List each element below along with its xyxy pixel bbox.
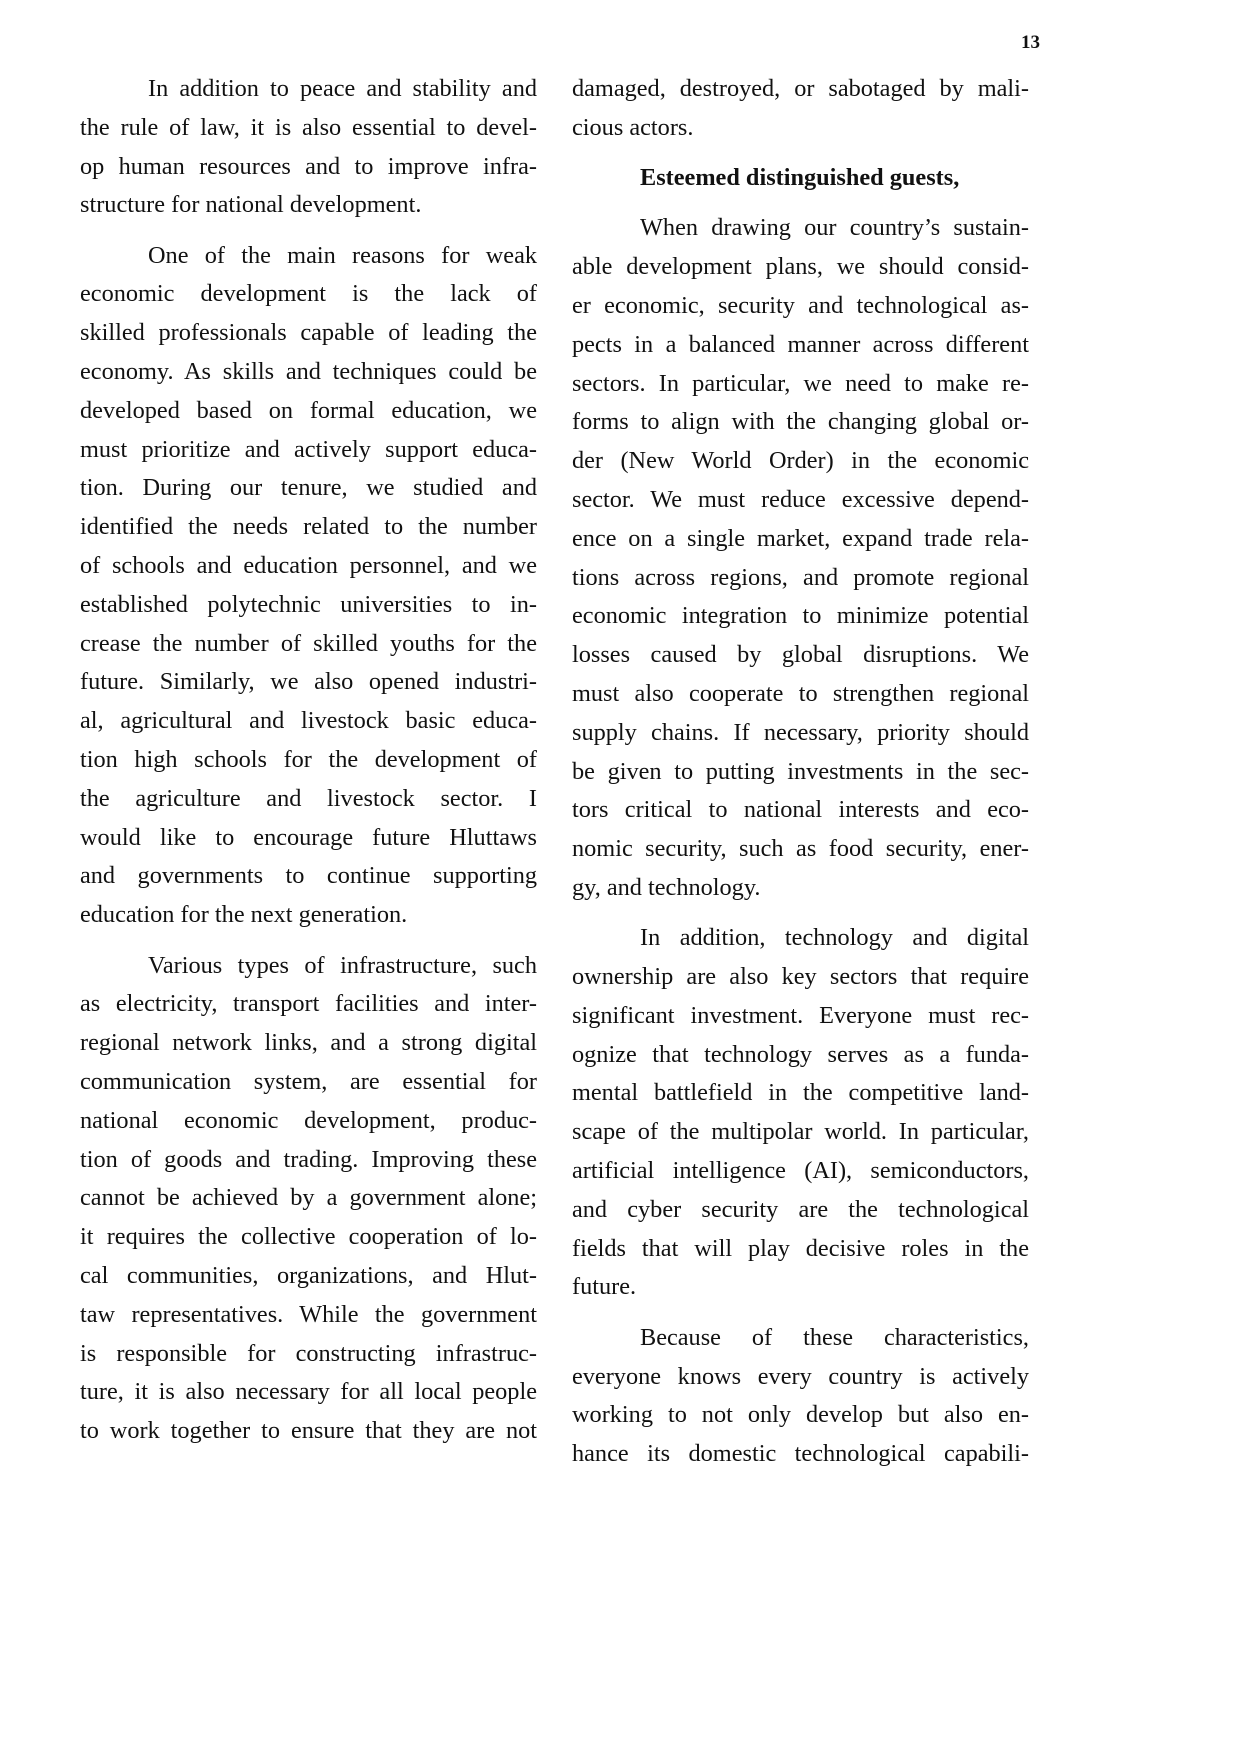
paragraph (80, 237, 537, 935)
text-line: When drawing our country’s sustain- (640, 214, 1029, 242)
text-line: er economic, security and technological as- (572, 291, 1029, 319)
text-line: tion high schools for the development of (80, 746, 537, 774)
text-line: One of the main reasons for weak (148, 241, 537, 269)
text-line: ownership are also key sectors that require (572, 963, 1029, 991)
text-line: Various types of infrastructure, such (148, 951, 537, 979)
text-line: tion of goods and trading. Improving these (80, 1145, 537, 1173)
text-line: taw representatives. While the government (80, 1300, 537, 1328)
text-line: working to not only develop but also en- (572, 1401, 1029, 1429)
text-line: is responsible for constructing infrastruc- (80, 1339, 537, 1367)
text-line: communication system, are essential for (80, 1067, 537, 1095)
text-line: future. Similarly, we also opened industri- (80, 668, 537, 696)
text-line: hance its domestic technological capabili- (572, 1440, 1029, 1468)
text-line: national economic development, produc- (80, 1106, 537, 1134)
text-line: future. (572, 1273, 637, 1301)
text-line: cious actors. (572, 113, 694, 141)
text-line: developed based on formal education, we (80, 396, 537, 424)
text-line: skilled professionals capable of leading the (80, 319, 537, 347)
text-line: mental battlefield in the competitive land- (572, 1079, 1029, 1107)
text-line: nomic security, such as food security, ener- (572, 835, 1029, 863)
page-number: 13 (1021, 32, 1040, 53)
text-line: and governments to continue supporting (80, 862, 537, 890)
text-line: and cyber security are the technological (572, 1195, 1029, 1223)
text-line: economic integration to minimize potential (572, 602, 1029, 630)
text-line: forms to align with the changing global or- (572, 408, 1029, 436)
text-line: as electricity, transport facilities and inter- (80, 990, 537, 1018)
text-line: al, agricultural and livestock basic educa- (80, 707, 537, 735)
text-line: artificial intelligence (AI), semiconductors, (572, 1157, 1029, 1185)
paragraph (572, 919, 1029, 1307)
paragraph (80, 70, 537, 225)
text-line: losses caused by global disruptions. We (572, 641, 1029, 669)
text-line: must also cooperate to strengthen regional (572, 679, 1029, 707)
text-line: Because of these characteristics, (640, 1323, 1029, 1351)
heading-text: Esteemed distinguished guests, (640, 164, 960, 192)
text-line: der (New World Order) in the economic (572, 447, 1029, 475)
text-line: it requires the collective cooperation of lo- (80, 1223, 537, 1251)
text-line: would like to encourage future Hluttaws (80, 823, 537, 851)
text-line: cannot be achieved by a government alone; (80, 1184, 537, 1212)
text-line: damaged, destroyed, or sabotaged by mali- (572, 75, 1029, 102)
text-line: supply chains. If necessary, priority should (572, 718, 1029, 746)
text-line: economic development is the lack of (80, 280, 537, 308)
text-line: scape of the multipolar world. In particular, (572, 1118, 1029, 1146)
text-line: everyone knows every country is actively (572, 1362, 1029, 1390)
text-line: ture, it is also necessary for all local people (80, 1378, 537, 1406)
text-line: structure for national development. (80, 191, 422, 219)
text-line: economy. As skills and techniques could be (80, 358, 537, 386)
text-line: In addition to peace and stability and (148, 75, 537, 102)
text-line: crease the number of skilled youths for the (80, 629, 537, 657)
text-line: of schools and education personnel, and we (80, 552, 537, 580)
text-line: tions across regions, and promote regional (572, 563, 1029, 591)
text-line: gy, and technology. (572, 873, 761, 901)
paragraph (572, 209, 1029, 907)
text-line: op human resources and to improve infra- (80, 152, 537, 180)
text-line: tion. During our tenure, we studied and (80, 474, 537, 502)
text-line: pects in a balanced manner across different (572, 330, 1029, 358)
text-line: sector. We must reduce excessive depend- (572, 485, 1029, 513)
text-line: In addition, technology and digital (640, 924, 1029, 952)
text-line: cal communities, organizations, and Hlut- (80, 1261, 537, 1289)
text-line: to work together to ensure that they are not (80, 1417, 537, 1445)
right-column (572, 70, 1029, 1485)
text-line: tors critical to national interests and eco- (572, 796, 1029, 824)
text-line: the rule of law, it is also essential to devel- (80, 113, 537, 141)
continuation-paragraph (572, 70, 1029, 148)
text-line: must prioritize and actively support educa- (80, 435, 537, 463)
text-line: fields that will play decisive roles in the (572, 1234, 1029, 1262)
text-line: education for the next generation. (80, 901, 408, 929)
text-line: ognize that technology serves as a funda- (572, 1040, 1029, 1068)
text-line: established polytechnic universities to in- (80, 590, 537, 618)
paragraph (80, 947, 537, 1451)
paragraph (572, 1319, 1029, 1474)
text-line: sectors. In particular, we need to make re- (572, 369, 1029, 397)
text-line: ence on a single market, expand trade rela- (572, 524, 1029, 552)
left-column (80, 70, 537, 1462)
text-line: able development plans, we should consid- (572, 253, 1029, 281)
text-line: the agriculture and livestock sector. I (80, 784, 537, 812)
section-heading (572, 159, 1029, 198)
text-line: be given to putting investments in the sec- (572, 757, 1029, 785)
text-line: identified the needs related to the number (80, 513, 537, 541)
text-line: regional network links, and a strong digital (80, 1029, 537, 1057)
text-line: significant investment. Everyone must rec- (572, 1001, 1029, 1029)
